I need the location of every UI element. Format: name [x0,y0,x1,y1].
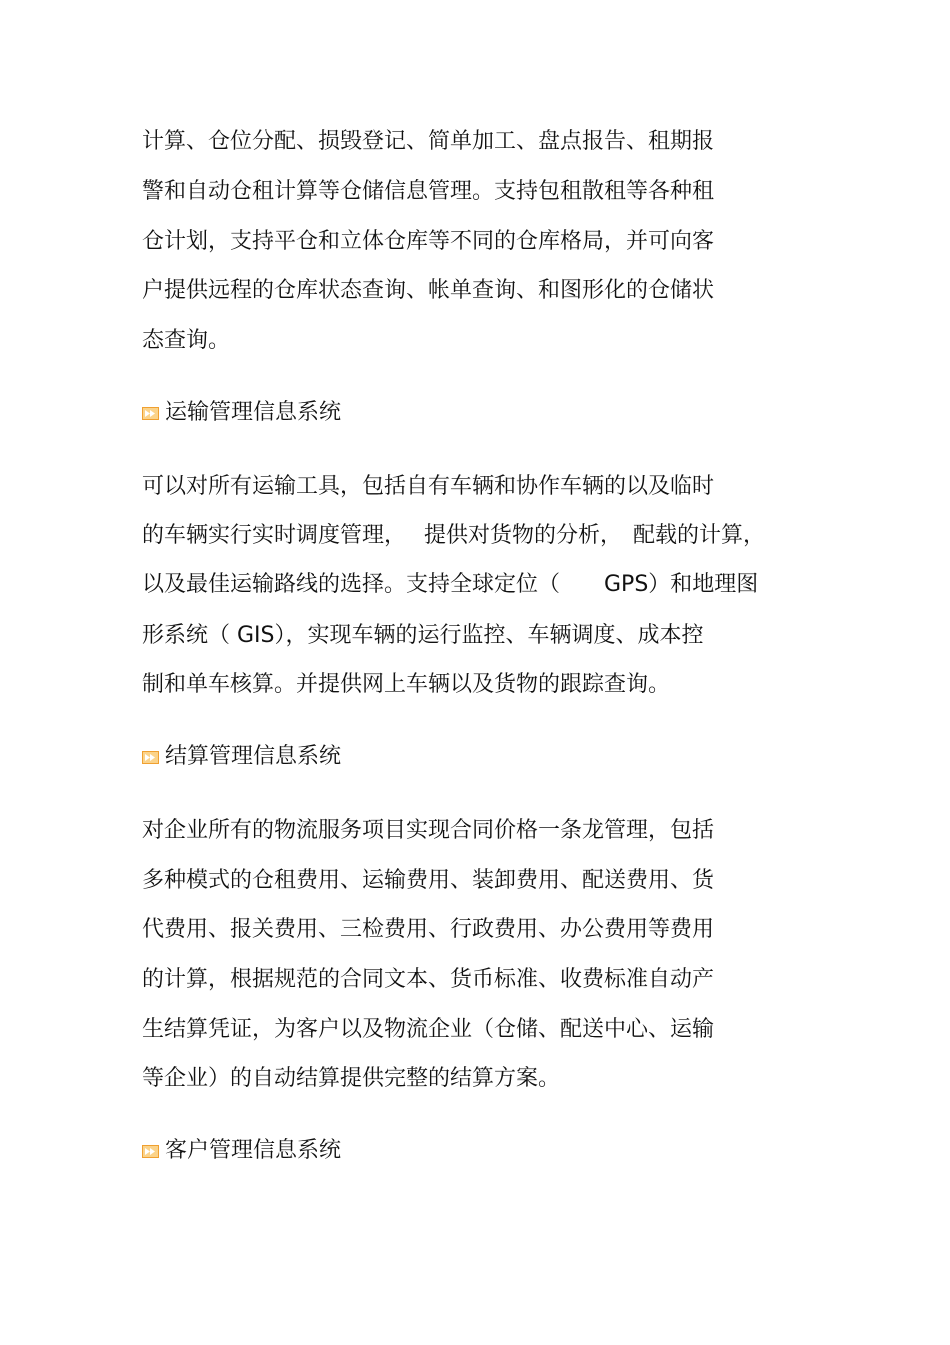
transport-line-1: 可以对所有运输工具，包括自有车辆和协作车辆的以及临时 [142,474,715,499]
intro-line-2: 警和自动仓租计算等仓储信息管理。支持包租散租等各种租 [142,179,715,204]
settlement-heading [142,742,341,772]
transport-line-4: 形系统（ GIS），实现车辆的运行监控、车辆调度、成本控 [142,623,704,648]
intro-line-3: 仓计划，支持平仓和立体仓库等不同的仓库格局，并可向客 [142,229,715,254]
transport-heading [142,398,341,428]
arrow-bullet-icon [142,407,159,420]
transport-line-2: 的车辆实行实时调度管理， 提供对货物的分析， 配载的计算， [142,523,765,548]
arrow-bullet-icon [142,1145,159,1158]
settlement-line-4: 的计算，根据规范的合同文本、货币标准、收费标准自动产 [142,967,715,992]
transport-line-5: 制和单车核算。并提供网上车辆以及货物的跟踪查询。 [142,672,671,697]
settlement-line-6: 等企业）的自动结算提供完整的结算方案。 [142,1066,561,1091]
arrow-bullet-icon [142,751,159,764]
customer-heading-text: 客户管理信息系统 [165,1138,342,1163]
intro-line-1: 计算、仓位分配、损毁登记、简单加工、盘点报告、租期报 [142,129,715,154]
intro-line-4: 户提供远程的仓库状态查询、帐单查询、和图形化的仓储状 [142,278,715,303]
settlement-line-2: 多种模式的仓租费用、运输费用、装卸费用、配送费用、货 [142,868,715,893]
transport-heading-text: 运输管理信息系统 [165,400,342,425]
settlement-line-1: 对企业所有的物流服务项目实现合同价格一条龙管理，包括 [142,818,715,843]
customer-heading [142,1136,341,1166]
settlement-heading-text: 结算管理信息系统 [165,744,342,769]
transport-line-3: 以及最佳运输路线的选择。支持全球定位（ GPS）和地理图 [142,572,759,597]
settlement-line-5: 生结算凭证，为客户以及物流企业（仓储、配送中心、运输 [142,1017,715,1042]
intro-line-5: 态查询。 [142,328,231,353]
settlement-line-3: 代费用、报关费用、三检费用、行政费用、办公费用等费用 [142,917,715,942]
